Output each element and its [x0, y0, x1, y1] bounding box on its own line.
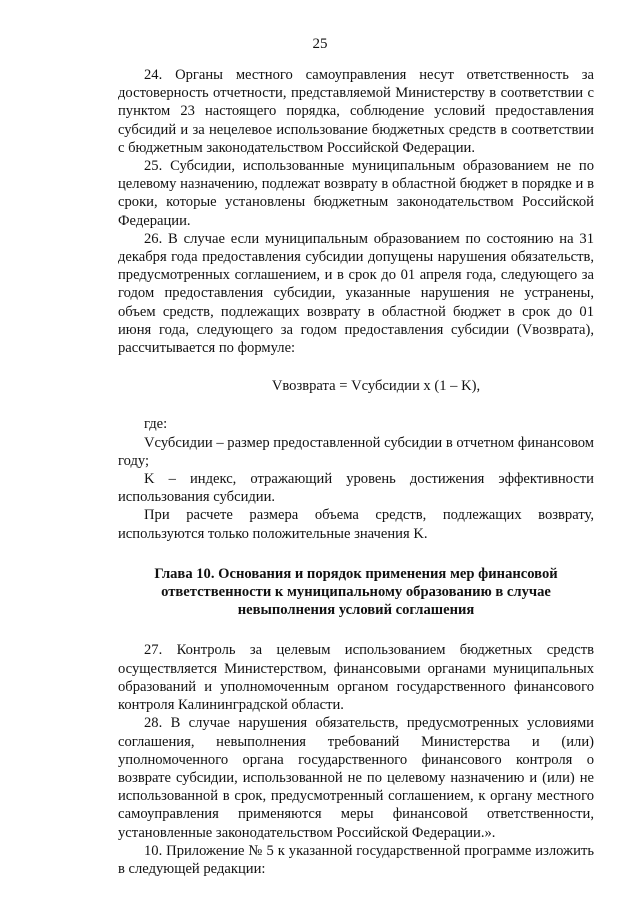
paragraph-10: 10. Приложение № 5 к указанной государственной программе изложить в следующей редакции: — [118, 842, 594, 877]
definition-v-subsidy: Vсубсидии – размер предоставленной субсидии в отчетном финансовом году; — [118, 434, 594, 469]
positive-values-note: При расчете размера объема средств, подлежащих возврату, используются только положительные значения K. — [118, 507, 594, 542]
document-body — [118, 66, 594, 878]
page-number: 25 — [312, 36, 328, 52]
paragraph-25: 25. Субсидии, использованные муниципальным образованием не по целевому назначению, подлежат возврату в областной бюджет в порядке и в сроки, которые установлены бюджетным законодательством Российской Федерации. — [118, 158, 594, 229]
paragraph-26: 26. В случае если муниципальным образованием по состоянию на 31 декабря года предоставления субсидии допущены нарушения обязательств, предусмотренных соглашением, и в срок до 01 апреля года, следующего за годом предоставления субсидии, указанные нарушения не устранены, объем средств, подлежащих возврату в областной бюджет в срок до 01 июня года, следующего за годом предоставления субсидии (Vвозврата), рассчитывается по формуле: — [118, 230, 594, 357]
formula-where: где: — [144, 416, 168, 433]
paragraph-27: 27. Контроль за целевым использованием бюджетных средств осуществляется Министерством, финансовыми органами муниципальных образований и уполномоченным органом государственного финансового контроля Калининградской области. — [118, 642, 594, 714]
paragraph-28: 28. В случае нарушения обязательств, предусмотренных условиями соглашения, невыполнения требований Министерства и (или) уполномоченного органа государственного финансового контроля о возврате субсидии, использованной не по целевому назначению и (или) не использованной в срок, предусмотренный соглашением, к органу местного самоуправления применяются меры финансовой ответственности, установленные законодательством Российской Федерации.». — [118, 715, 594, 841]
definition-k: K – индекс, отражающий уровень достижения эффективности использования субсидии. — [118, 471, 594, 506]
formula: Vвозврата = Vсубсидии x (1 – K), — [271, 378, 481, 395]
paragraph-24: 24. Органы местного самоуправления несут ответственность за достоверность отчетности, представляемой Министерству в соответствии с пунктом 23 настоящего порядка, соблюдение условий предоставления субсидий и за нецелевое использование бюджетных средств в соответствии с бюджетным законодательством Российской Федерации. — [118, 67, 594, 156]
chapter-title: Глава 10. Основания и порядок применения мер финансовой ответственности к муниципальному образованию в случае невыполнения условий соглашения — [154, 565, 558, 619]
